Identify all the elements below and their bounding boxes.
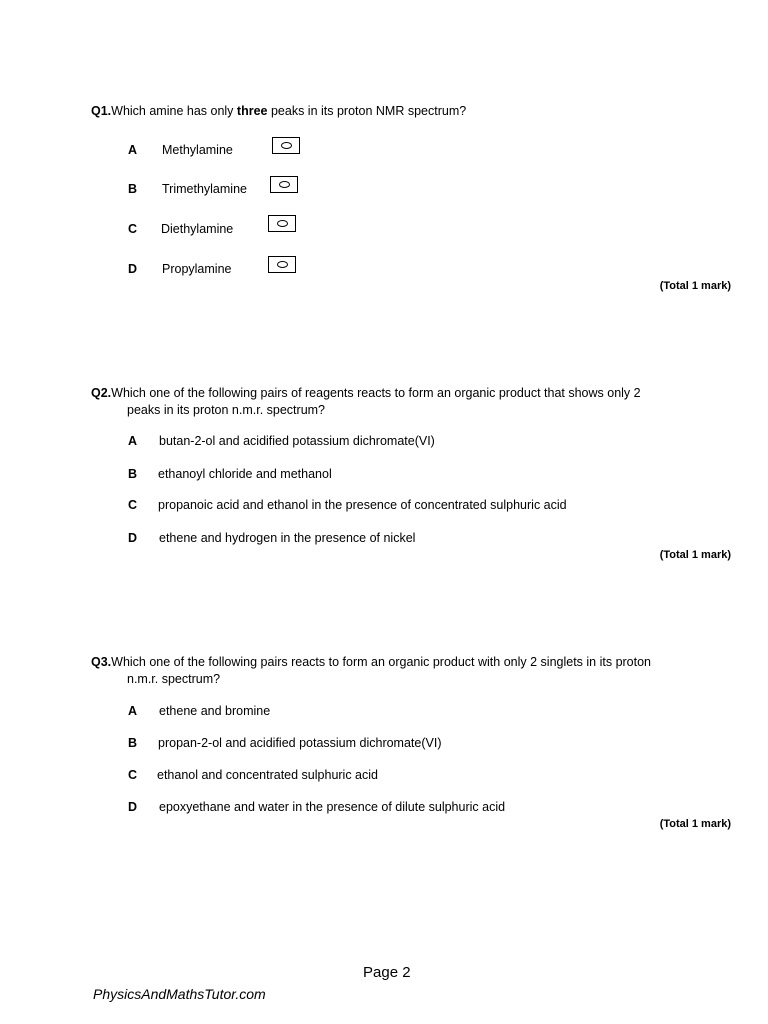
total-mark: (Total 1 mark) [659, 280, 731, 292]
option-letter-b: B [128, 736, 138, 750]
answer-box-d[interactable] [268, 256, 296, 273]
answer-bubble-icon [277, 261, 288, 268]
question-text-line: Which one of the following pairs of reagents reacts to form an organic product that shows only 2 [111, 386, 641, 400]
option-letter-a: A [128, 434, 138, 448]
question-text-line: peaks in its proton n.m.r. spectrum? [127, 403, 326, 417]
option-letter-a: A [128, 704, 138, 718]
site-footer: PhysicsAndMathsTutor.com [93, 986, 266, 1002]
question-emphasis: three [236, 104, 268, 118]
question-text-part: Which amine has only [111, 104, 237, 118]
option-text-b: propan-2-ol and acidified potassium dichromate(VI) [158, 736, 442, 750]
question-number: Q2. [91, 386, 112, 400]
option-text-d: ethene and hydrogen in the presence of nickel [159, 531, 416, 545]
option-letter-b: B [128, 467, 138, 481]
option-text-d: Propylamine [162, 262, 232, 276]
answer-bubble-icon [281, 142, 292, 149]
answer-box-c[interactable] [268, 215, 296, 232]
total-mark: (Total 1 mark) [659, 549, 731, 561]
answer-box-b[interactable] [270, 176, 298, 193]
option-letter-c: C [128, 768, 138, 782]
option-text-b: ethanoyl chloride and methanol [158, 467, 332, 481]
answer-bubble-icon [277, 220, 288, 227]
option-text-d: epoxyethane and water in the presence of dilute sulphuric acid [159, 800, 506, 814]
question-text-line: n.m.r. spectrum? [127, 672, 221, 686]
option-letter-d: D [128, 800, 138, 814]
total-mark: (Total 1 mark) [659, 818, 731, 830]
option-letter-c: C [128, 222, 138, 236]
answer-bubble-icon [279, 181, 290, 188]
option-letter-a: A [128, 143, 138, 157]
option-letter-d: D [128, 262, 138, 276]
question-3-text [91, 654, 651, 688]
option-text-a: ethene and bromine [159, 704, 271, 718]
option-letter-b: B [128, 182, 138, 196]
option-text-c: ethanol and concentrated sulphuric acid [157, 768, 378, 782]
answer-box-a[interactable] [272, 137, 300, 154]
option-text-a: butan-2-ol and acidified potassium dichromate(VI) [159, 434, 435, 448]
question-number: Q1. [91, 104, 112, 118]
option-letter-d: D [128, 531, 138, 545]
option-text-a: Methylamine [162, 143, 233, 157]
option-text-c: propanoic acid and ethanol in the presence of concentrated sulphuric acid [158, 498, 567, 512]
option-letter-c: C [128, 498, 138, 512]
option-text-c: Diethylamine [161, 222, 234, 236]
question-text-part: peaks in its proton NMR spectrum? [267, 104, 467, 118]
option-text-b: Trimethylamine [162, 182, 247, 196]
question-1-text [91, 103, 466, 120]
page-number: Page 2 [363, 964, 411, 981]
question-number: Q3. [91, 655, 112, 669]
question-2-text [91, 385, 641, 419]
question-text-line: Which one of the following pairs reacts to form an organic product with only 2 singlets in its proton [111, 655, 652, 669]
